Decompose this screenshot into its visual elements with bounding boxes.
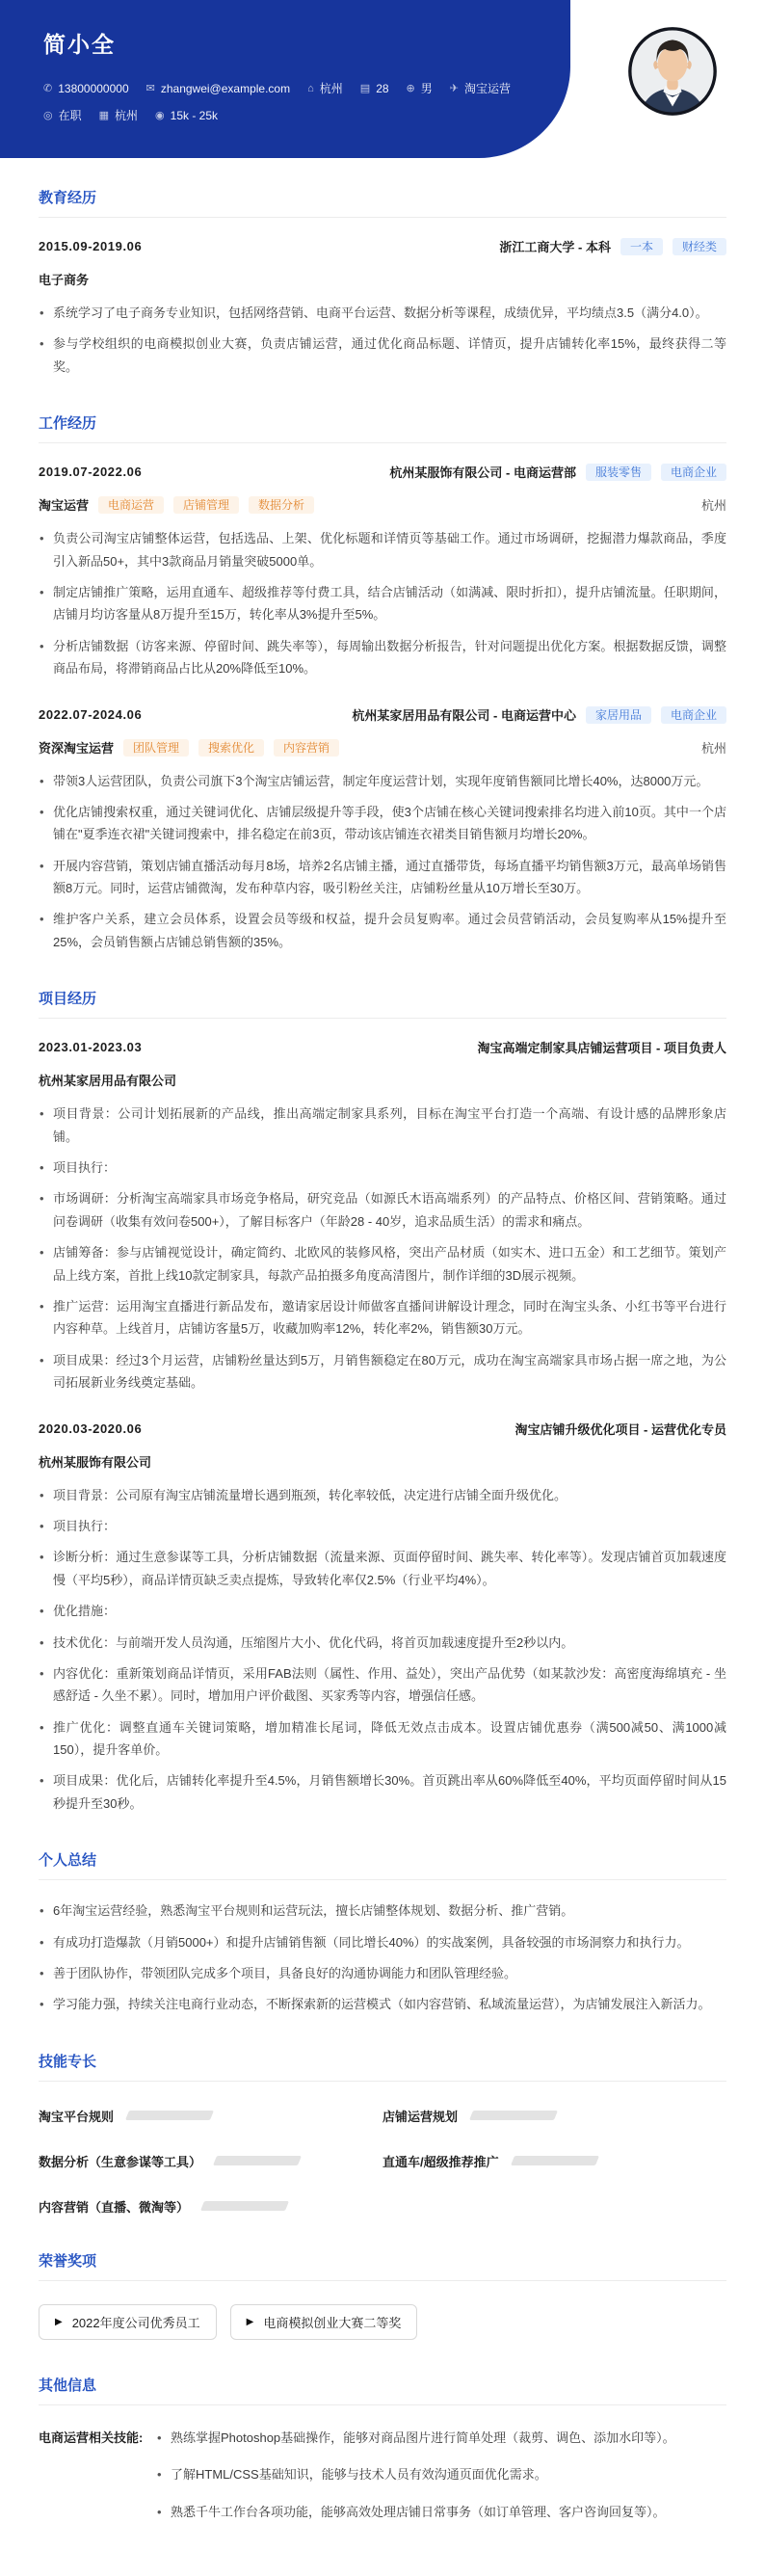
section-title-skills: 技能专长 [39, 2051, 726, 2082]
contact-value: 15k - 25k [170, 108, 219, 122]
company-badge: 电商企业 [661, 706, 726, 724]
section-work [39, 412, 726, 953]
summary-bullets [39, 1899, 726, 2016]
honor-chip[interactable] [39, 2304, 217, 2340]
project-bullet: • 市场调研：分析淘宝高端家具市场竞争格局，研究竞品（如源氏木语高端系列）的产品特点、价格区间、营销策略。通过问卷调研（收集有效问卷500+），了解目标客户（年龄28 - 40岁，追求品质生活）的需求和痛点。 [39, 1187, 726, 1233]
project-bullet: • 项目成果：经过3个月运营，店铺粉丝量达到5万，月销售额稳定在80万元，成功在淘宝高端家具市场占据一席之地，为公司拓展新业务线奠定基础。 [39, 1349, 726, 1394]
skill-bar [469, 2111, 558, 2120]
work-bullet: • 带领3人运营团队，负责公司旗下3个淘宝店铺运营，制定年度运营计划，实现年度销售额同比增长40%，达8000万元。 [39, 770, 726, 792]
education-bullet: • 参与学校组织的电商模拟创业大赛，负责店铺运营，通过优化商品标题、详情页，提升店铺转化率15%，最终获得二等奖。 [39, 332, 726, 378]
gender-icon: ⊕ [406, 83, 415, 94]
project-bullet: • 内容优化：重新策划商品详情页，采用FAB法则（属性、作用、益处），突出产品优势（如某款沙发：高密度海绵填充 - 坐感舒适 - 久坐不累）。同时，增加用户评价截图、买家秀等内容，增强信任感。 [39, 1662, 726, 1708]
education-bullets [39, 302, 726, 378]
skill-bar [213, 2156, 302, 2165]
contact-value: 杭州 [319, 82, 343, 95]
section-education [39, 187, 726, 378]
project-company: 杭州某服饰有限公司 [39, 1454, 152, 1470]
contact-item [155, 109, 218, 122]
work-bullet: • 开展内容营销，策划店铺直播活动每月8场，培养2名店铺主播，通过直播带货，每场直播平均销售额3万元，最高单场销售额8万元。同时，运营店铺微淘，发布种草内容，吸引粉丝关注，店铺粉丝量从10万增长至30万。 [39, 855, 726, 900]
work-bullet: • 制定店铺推广策略，运用直通车、超级推荐等付费工具，结合店铺活动（如满减、限时折扣），提升店铺流量。任职期间，店铺月均访客量从8万提升至15万，转化率从3%提升至5%。 [39, 581, 726, 626]
project-bullet: • 推广优化：调整直通车关键词策略，增加精准长尾词，降低无效点击成本。设置店铺优惠券（满500减50、满1000减150），提升客单价。 [39, 1716, 726, 1762]
contact-value: zhangwei@example.com [160, 81, 291, 95]
contact-item [450, 80, 511, 96]
skills-column-left [39, 2107, 382, 2216]
company-name: 杭州某家居用品有限公司 - 电商运营中心 [352, 707, 576, 723]
project-date: 2023.01-2023.03 [39, 1040, 143, 1055]
section-projects [39, 988, 726, 1815]
skill-bar [511, 2156, 599, 2165]
project-title: 淘宝高端定制家具店铺运营项目 - 项目负责人 [477, 1041, 726, 1056]
work-date: 2022.07-2024.06 [39, 706, 143, 722]
section-title-projects: 项目经历 [39, 988, 726, 1019]
job-tags [114, 739, 339, 756]
education-entry [39, 237, 726, 378]
summary-bullet: • 善于团队协作，带领团队完成多个项目，具备良好的沟通协调能力和团队管理经验。 [39, 1962, 726, 1984]
work-bullet: • 负责公司淘宝店铺整体运营，包括选品、上架、优化标题和详情页等基础工作。通过市场调研，挖掘潜力爆款商品，季度引入新品50+，其中3款商品月销量突破5000单。 [39, 527, 726, 572]
other-bullet: • 了解HTML/CSS基础知识，能够与技术人员有效沟通页面优化需求。 [156, 2463, 726, 2485]
project-bullet: • 项目背景：公司计划拓展新的产品线，推出高端定制家具系列，目标在淘宝平台打造一个高端、有设计感的品牌形象店铺。 [39, 1102, 726, 1148]
job-location: 杭州 [700, 498, 726, 514]
other-bullet: • 熟悉千牛工作台各项功能，能够高效处理店铺日常事务（如订单管理、客户咨询回复等）。 [156, 2501, 726, 2523]
section-skills [39, 2051, 726, 2216]
project-bullet: • 推广运营：运用淘宝直播进行新品发布，邀请家居设计师做客直播间讲解设计理念，同时在淘宝头条、小红书等平台进行内容种草。上线首月，店铺访客量5万，收藏加购率12%，转化率2%，销售额30万元。 [39, 1295, 726, 1341]
work-bullet: • 优化店铺搜索权重，通过关键词优化、店铺层级提升等手段，使3个店铺在核心关键词搜索排名均进入前10页。其中一个店铺在"夏季连衣裙"关键词搜索中，排名稳定在前3页，带动该店铺连衣裙类目销售额月均增长20%。 [39, 801, 726, 846]
skill-bar [200, 2201, 289, 2211]
avatar-illustration [626, 25, 719, 118]
work-bullet: • 维护客户关系，建立会员体系，设置会员等级和权益，提升会员复购率。通过会员营销活动，会员复购率从15%提升至25%，会员销售额占店铺总销售额的35%。 [39, 908, 726, 953]
play-icon: ▶ [246, 2316, 254, 2327]
company-badge: 电商企业 [661, 464, 726, 481]
project-bullets [39, 1102, 726, 1394]
section-honors [39, 2250, 726, 2340]
company-name: 杭州某服饰有限公司 - 电商运营部 [389, 465, 576, 481]
project-bullet: • 优化措施： [39, 1600, 726, 1622]
contact-value: 28 [376, 81, 389, 95]
section-other [39, 2375, 726, 2537]
job-tag: 数据分析 [249, 496, 314, 514]
skills-column-right [382, 2107, 726, 2216]
honor-chip[interactable] [230, 2304, 418, 2340]
work-entry-1 [39, 463, 726, 679]
skill-label: 数据分析（生意参谋等工具） [39, 2154, 202, 2169]
skill-label: 店铺运营规划 [382, 2109, 459, 2124]
job-title: 资深淘宝运营 [39, 740, 115, 756]
work-entry-2 [39, 705, 726, 954]
job-location: 杭州 [700, 740, 726, 756]
project-bullet: • 项目成果：优化后，店铺转化率提升至4.5%，月销售额增长30%。首页跳出率从60%降低至40%，平均页面停留时间从15秒提升至30秒。 [39, 1769, 726, 1815]
contact-value: 在职 [58, 109, 82, 122]
project-bullet: • 诊断分析：通过生意参谋等工具，分析店铺数据（流量来源、页面停留时间、跳失率、转化率等）。发现店铺首页加载速度慢（平均5秒），商品详情页缺乏卖点提炼，导致转化率仅2.5%（行业平均4%）。 [39, 1546, 726, 1591]
contact-item [146, 82, 290, 95]
job-tag: 内容营销 [274, 739, 339, 757]
project-company: 杭州某家居用品有限公司 [39, 1074, 177, 1089]
skill-row [39, 2152, 382, 2170]
job-tag: 搜索优化 [198, 739, 264, 757]
skill-label: 内容营销（直播、微淘等） [39, 2199, 190, 2215]
age-icon: ▤ [359, 83, 371, 94]
section-title-other: 其他信息 [39, 2375, 726, 2405]
project-title: 淘宝店铺升级优化项目 - 运营优化专员 [514, 1421, 726, 1437]
skill-row [39, 2197, 382, 2216]
section-title-summary: 个人总结 [39, 1849, 726, 1880]
other-bullets [156, 2427, 726, 2537]
project-bullet: • 店铺筹备：参与店铺视觉设计，确定简约、北欧风的装修风格，突出产品材质（如实木、进口五金）和工艺细节。策划产品上线方案，首批上线10款定制家具，每款产品拍摄多角度高清图片，制作详细的3D展示视频。 [39, 1241, 726, 1287]
skill-row [39, 2107, 382, 2125]
contact-value: 男 [420, 82, 433, 95]
phone-icon: ✆ [43, 83, 53, 94]
company-badge: 家居用品 [586, 706, 651, 724]
building-icon: ▦ [98, 110, 110, 121]
job-tag: 店铺管理 [173, 496, 239, 514]
school-badge: 一本 [620, 238, 663, 255]
other-info-label: 电商运营相关技能: [39, 2430, 144, 2445]
status-icon: ◎ [43, 110, 53, 121]
summary-bullet: • 学习能力强，持续关注电商行业动态，不断探索新的运营模式（如内容营销、私域流量运营），为店铺发展注入新活力。 [39, 1993, 726, 2015]
section-summary [39, 1849, 726, 2016]
skill-label: 淘宝平台规则 [39, 2109, 115, 2124]
section-title-education: 教育经历 [39, 187, 726, 218]
contact-value: 13800000000 [58, 81, 129, 95]
skill-label: 直通车/超级推荐推广 [382, 2154, 499, 2169]
play-icon: ▶ [55, 2316, 63, 2327]
contact-value: 淘宝运营 [464, 82, 512, 95]
work-bullets [39, 527, 726, 679]
honor-label: 2022年度公司优秀员工 [71, 2315, 200, 2330]
salary-icon: ◉ [155, 110, 165, 121]
skill-row [382, 2152, 726, 2170]
job-intention-icon: ✈ [449, 83, 459, 94]
education-date: 2015.09-2019.06 [39, 239, 143, 253]
education-bullet: • 系统学习了电子商务专业知识，包括网络营销、电商平台运营、数据分析等课程，成绩优异，平均绩点3.5（满分4.0）。 [39, 302, 726, 324]
company-badges [576, 464, 726, 480]
resume-header [0, 0, 765, 158]
contact-value: 杭州 [115, 109, 139, 122]
project-bullet: • 项目执行： [39, 1156, 726, 1179]
school-name: 浙江工商大学 - 本科 [499, 240, 611, 254]
contact-item [99, 107, 138, 123]
skill-bar [125, 2111, 214, 2120]
work-bullets [39, 770, 726, 954]
candidate-name: 简小全 [43, 32, 116, 57]
work-date: 2019.07-2022.06 [39, 465, 143, 480]
project-bullets [39, 1484, 726, 1816]
mail-icon: ✉ [145, 83, 155, 94]
contact-item [43, 107, 82, 123]
school-badge: 财经类 [673, 238, 726, 255]
job-tag: 团队管理 [123, 739, 189, 757]
summary-bullet: • 有成功打造爆款（月销5000+）和提升店铺销售额（同比增长40%）的实战案例，具备较强的市场洞察力和执行力。 [39, 1931, 726, 1953]
project-entry-2 [39, 1420, 726, 1816]
work-bullet: • 分析店铺数据（访客来源、停留时间、跳失率等），每周输出数据分析报告，针对问题提出优化方案。根据数据反馈，调整商品布局，将滞销商品占比从20%降低至10%。 [39, 635, 726, 680]
project-entry-1 [39, 1038, 726, 1394]
job-title: 淘宝运营 [39, 498, 90, 514]
avatar [626, 25, 719, 118]
contact-item [307, 80, 343, 96]
company-badge: 服装零售 [586, 464, 651, 481]
contact-item [407, 80, 433, 96]
job-tags [89, 496, 314, 513]
contact-item [43, 82, 129, 95]
other-bullet: • 熟练掌握Photoshop基础操作，能够对商品图片进行简单处理（裁剪、调色、添加水印等）。 [156, 2427, 726, 2449]
project-bullet: • 项目背景：公司原有淘宝店铺流量增长遇到瓶颈，转化率较低，决定进行店铺全面升级优化。 [39, 1484, 726, 1506]
project-bullet: • 项目执行： [39, 1515, 726, 1537]
project-date: 2020.03-2020.06 [39, 1421, 143, 1436]
summary-bullet: • 6年淘宝运营经验，熟悉淘宝平台规则和运营玩法，擅长店铺整体规划、数据分析、推广营销。 [39, 1899, 726, 1922]
education-major: 电子商务 [39, 273, 90, 287]
job-tag: 电商运营 [98, 496, 164, 514]
skill-row [382, 2107, 726, 2125]
contact-item [360, 82, 389, 95]
home-icon: ⌂ [307, 82, 314, 94]
resume-body [0, 158, 765, 2576]
section-title-honors: 荣誉奖项 [39, 2250, 726, 2281]
school-badges [611, 238, 726, 254]
project-bullet: • 技术优化：与前端开发人员沟通，压缩图片大小、优化代码，将首页加载速度提升至2秒以内。 [39, 1632, 726, 1654]
honor-label: 电商模拟创业大赛二等奖 [263, 2315, 402, 2330]
company-badges [576, 706, 726, 723]
section-title-work: 工作经历 [39, 412, 726, 443]
honors-list [39, 2304, 726, 2340]
